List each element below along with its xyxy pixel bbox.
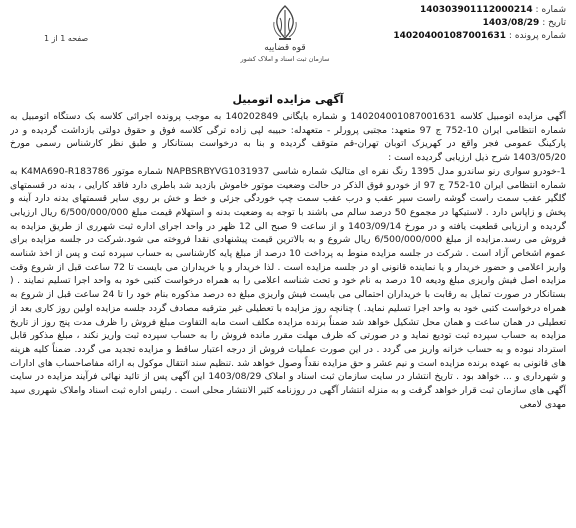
document-meta [376, 4, 566, 43]
notice-paragraph-details: 1-خودرو سواری رنو ساندرو مدل 1395 رنگ نقره ای متالیک شماره شاسی NAPBSRBYVG1031937 شماره موتور K4MA690-R183786 به شماره انتظامی ایران 10-752 ج 97 از خودرو فوق الذکر در حالت وضعیت موتور خاموش بازدید شد باطری دارد فاقد کارایی ، بدنه در قسمتهای گلگیر عقب سمت راست گوشه راست سپر عقب و درب عقب سمت چپ خوردگی جزئی و خط و خش بر روی سایر قسمتهای بدنه دارد آینه و پخش و زاپاس دارد . لاستیکها در مجموع 50 درصد سالم می باشند با توجه به وضعیت بدنه و استهلام قیمت مبلغ 6/500/000/000 ریال ارزیابی گردیده و ارزیابی قطعیت یافته و در مورخ 1403/09/14 و از ساعت 9 صبح الی 12 ظهر در واحد اجرای اداره ثبت شهرری از طریق مزایده به فروش می رسد.مزایده از مبلغ 6/500/000/000 ریال شروع و به بالاترین قیمت پیشنهادی نقدا فروخته می شود.شرکت در جلسه مزایده برای عموم اشخاص آزاد است . شرکت در جلسه مزایده منوط به پرداخت 10 درصد از مبلغ پایه کارشناسی به حساب سپرده ثبت و پس از اخذ شناسه واریز اعلامی و حضور خریدار و یا نماینده قانونی او در جلسه مزایده است . لذا خریدار و یا خریداران می بایست تا 72 ساعت قبل از شروع وقت مزایده اصل فیش واریزی مبلغ ودیعه 10 درصد به نام خود و تحت شناسه اعلامی را به همراه درخواست کتبی خود به واحد اجرا تسلیم نمایند . ( بستانکار در صورت تمایل به رقابت با خریداران احتمالی می بایست فیش واریزی مبلغ ده درصد مذکوره بنام خود را تا 24 ساعت قبل از شروع به همراه درخواست کتبی خود به واحد اجرا تسلیم نماید. ) چنانچه روز مزایده با تعطیلی غیر مترقبه مصادف گردد جلسه مزایده اولین روز کاری بعد از تعطیلی در همان ساعت و همان محل تشکیل خواهد شد ضمناً برنده مزایده مکلف است مابه التفاوت مبلغ فروش را ظرف مدت پنج روز از تاریخ مزایده به حساب سپرده ثبت تودیع نماید و در صورتی که ظرف مهلت مقرر مانده فروش را به حساب سپرده ثبت واریز نکند ، مبلغ مذکور قابل استرداد نبوده و به حساب خزانه واریز می گردد . در این صورت عملیات فروش از درجه اعتبار ساقط و مزایده تجدید می گردد. ضمناً کلیه هزینه های قانونی به عهده برنده مزایده است و نیم عشر و حق مزایده نقداً وصول خواهد شد .تنظیم سند انتقال موکول به ارائه مفاصاحساب های ادارات و شهرداری و ... خواهد بود . تاریخ انتشار در سایت سازمان ثبت اسناد و املاک 1403/08/29 این آگهی پس از تائید نهائی فرآیند مزایده در سایت آگهی های سازمان ثبت قرار خواهد گرفت و به منزله انتشار آگهی در روزنامه کثیر الانتشار محلی است . رئیس اداره ثبت اسناد واملاک شهرری سید مهدی لامعی [10, 165, 566, 410]
notice-title: آگهی مزایده اتومبیل [232, 93, 344, 106]
notice-paragraph-intro: آگهی مزایده اتومبیل کلاسه 140204001087001631 و شماره بایگانی 140202849 به موجب پرونده اجرائی کلاسه بک دستگاه اتومبیل به شماره انتظامی ایران 10-752 ج 97 متعهد: مجتبی پرورلر - متعهدله: حبیبه لپی زاده ترگی کلاسه فوق و حقوق دولتی بازداشت گردیده و در پارکینگ عمومی فجر واقع در کهریزک اتوبان تهران-قم متوقف گردیده و بنا به درخواست بستانکار و طبق نظر کارشناس رسمی مورخ 1403/05/20 شرح ذیل ارزیابی گردیده است : [10, 111, 566, 164]
organization-subtitle: سازمان ثبت اسناد و املاک کشور [240, 55, 330, 63]
organization-name: قوه قضاییه [264, 43, 306, 53]
meta-file-row [376, 30, 566, 43]
meta-date-row [376, 17, 566, 30]
judiciary-emblem [240, 4, 330, 63]
number-value: 140303901112000214 [419, 5, 533, 15]
notice-body [10, 110, 566, 522]
number-label: شماره : [535, 5, 566, 15]
date-value: 1403/08/29 [482, 18, 540, 28]
file-value: 140204001087001631 [393, 31, 507, 41]
meta-number-row [376, 4, 566, 17]
date-label: تاریخ : [542, 18, 566, 28]
page-indicator: صفحه 1 از 1 [44, 34, 89, 43]
file-label: شماره پرونده : [508, 31, 566, 41]
judiciary-logo-icon [268, 4, 302, 42]
